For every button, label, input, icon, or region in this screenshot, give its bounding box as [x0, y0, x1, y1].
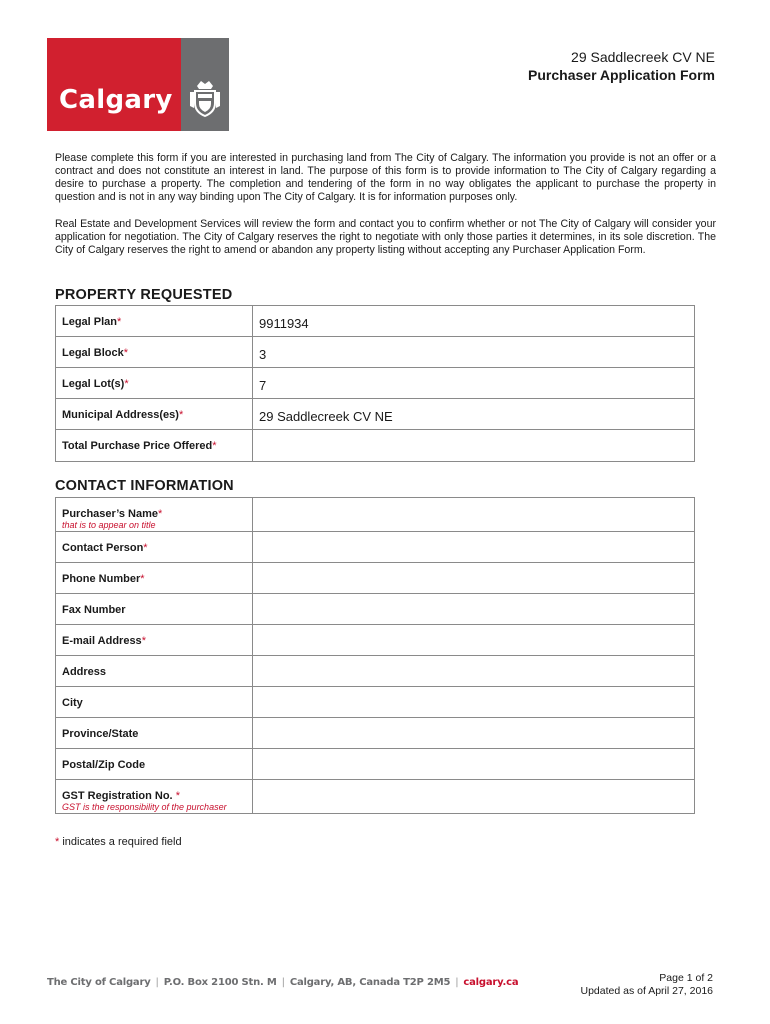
legal-plan-field[interactable]: 9911934 — [253, 306, 695, 337]
form-row — [56, 656, 695, 687]
purchaser-s-name-field[interactable] — [253, 498, 695, 532]
legal-lot-s-label-cell — [56, 368, 253, 399]
form-row — [56, 430, 695, 462]
total-purchase-price-offered-field[interactable] — [253, 430, 695, 462]
contact-table — [55, 497, 695, 814]
header-address: 29 Saddlecreek CV NE — [571, 49, 715, 65]
required-asterisk: * — [140, 573, 145, 585]
postal-zip-code-label: Postal/Zip Code — [62, 759, 146, 771]
footer-contact — [47, 977, 518, 988]
calgary-logo — [47, 38, 229, 131]
form-row — [56, 687, 695, 718]
form-row — [56, 749, 695, 780]
required-legend — [55, 836, 182, 848]
footer-separator: | — [155, 977, 159, 988]
footer-separator: | — [281, 977, 285, 988]
required-asterisk: * — [117, 316, 122, 328]
e-mail-address-label: E-mail Address — [62, 635, 142, 647]
purchaser-s-name-label-cell — [56, 498, 253, 532]
purchaser-s-name-note: that is to appear on title — [62, 520, 156, 530]
required-asterisk: * — [175, 790, 180, 802]
logo-red-block — [47, 38, 181, 131]
e-mail-address-field[interactable] — [253, 625, 695, 656]
legal-block-label: Legal Block — [62, 347, 124, 359]
e-mail-address-label-cell — [56, 625, 253, 656]
updated-date: Updated as of April 27, 2016 — [580, 985, 713, 997]
city-label: City — [62, 697, 83, 709]
phone-number-label-cell — [56, 563, 253, 594]
form-row — [56, 594, 695, 625]
legal-block-field[interactable]: 3 — [253, 337, 695, 368]
property-table — [55, 305, 695, 462]
required-legend-text: indicates a required field — [59, 836, 182, 848]
province-state-field[interactable] — [253, 718, 695, 749]
footer-separator: | — [455, 977, 459, 988]
form-row — [56, 399, 695, 430]
legal-block-label-cell — [56, 337, 253, 368]
required-asterisk: * — [143, 542, 148, 554]
footer-page-info — [580, 972, 713, 998]
required-asterisk: * — [141, 635, 146, 647]
fax-number-label: Fax Number — [62, 604, 126, 616]
form-row — [56, 498, 695, 532]
address-field[interactable] — [253, 656, 695, 687]
form-row — [56, 718, 695, 749]
form-row — [56, 368, 695, 399]
property-section-title: PROPERTY REQUESTED — [55, 287, 233, 303]
contact-section-title: CONTACT INFORMATION — [55, 478, 234, 494]
intro-paragraph-1: Please complete this form if you are interested in purchasing land from The City of Calgary. The information you provide is not an offer or a contract and does not constitute an interest in land. The purpose of this form is to provide information to The City of Calgary regarding a desire to purchase a property. The completion and tendering of the form in no way obligates the applicant to purchase the property in question and is not in any way binding upon The City of Calgary. It is for information purposes only. — [55, 152, 716, 203]
province-state-label: Province/State — [62, 728, 139, 740]
form-row — [56, 532, 695, 563]
form-row — [56, 625, 695, 656]
form-row — [56, 306, 695, 337]
fax-number-field[interactable] — [253, 594, 695, 625]
fax-number-label-cell — [56, 594, 253, 625]
required-asterisk: * — [55, 836, 60, 848]
form-row — [56, 563, 695, 594]
required-asterisk: * — [158, 508, 163, 520]
total-purchase-price-offered-label: Total Purchase Price Offered — [62, 440, 213, 452]
legal-plan-label-cell — [56, 306, 253, 337]
city-crest-icon — [188, 78, 222, 118]
postal-zip-code-label-cell — [56, 749, 253, 780]
gst-registration-no-label: GST Registration No. — [62, 790, 176, 802]
contact-person-field[interactable] — [253, 532, 695, 563]
phone-number-field[interactable] — [253, 563, 695, 594]
required-asterisk: * — [124, 378, 129, 390]
footer-website-link[interactable]: calgary.ca — [463, 977, 519, 988]
city-field[interactable] — [253, 687, 695, 718]
legal-lot-s-label: Legal Lot(s) — [62, 378, 125, 390]
gst-registration-no-note: GST is the responsibility of the purchaser — [62, 802, 227, 812]
gst-registration-no-field[interactable] — [253, 780, 695, 814]
province-state-label-cell — [56, 718, 253, 749]
legal-plan-label: Legal Plan — [62, 316, 118, 328]
purchaser-s-name-label: Purchaser’s Name — [62, 508, 158, 520]
contact-person-label: Contact Person — [62, 542, 144, 554]
municipal-address-es-label-cell — [56, 399, 253, 430]
logo-gray-block — [181, 38, 229, 131]
postal-zip-code-field[interactable] — [253, 749, 695, 780]
gst-registration-no-label-cell — [56, 780, 253, 814]
footer-location: Calgary, AB, Canada T2P 2M5 — [289, 977, 451, 988]
legal-lot-s-field[interactable]: 7 — [253, 368, 695, 399]
form-row — [56, 337, 695, 368]
intro-paragraph-2: Real Estate and Development Services will review the form and contact you to confirm whether or not The City of Calgary will consider your application for negotiation. The City of Calgary reserves the right to negotiate with only those parties it determines, in its sole discretion. The City of Calgary reserves the right to amend or abandon any property listing without accepting any Purchaser Application Form. — [55, 218, 716, 256]
municipal-address-es-label: Municipal Address(es) — [62, 409, 179, 421]
total-purchase-price-offered-label-cell — [56, 430, 253, 462]
document-header — [528, 48, 715, 84]
required-asterisk: * — [123, 347, 129, 359]
footer-po-box: P.O. Box 2100 Stn. M — [163, 977, 277, 988]
contact-person-label-cell — [56, 532, 253, 563]
form-row — [56, 780, 695, 814]
logo-wordmark: Calgary — [59, 85, 173, 115]
municipal-address-es-field[interactable]: 29 Saddlecreek CV NE — [253, 399, 695, 430]
city-label-cell — [56, 687, 253, 718]
address-label-cell — [56, 656, 253, 687]
page-number: Page 1 of 2 — [659, 972, 713, 984]
footer-org: The City of Calgary — [47, 977, 151, 988]
form-title: Purchaser Application Form — [528, 67, 715, 83]
required-asterisk: * — [178, 409, 184, 421]
required-asterisk: * — [212, 440, 217, 452]
address-label: Address — [62, 666, 107, 678]
phone-number-label: Phone Number — [62, 573, 141, 585]
